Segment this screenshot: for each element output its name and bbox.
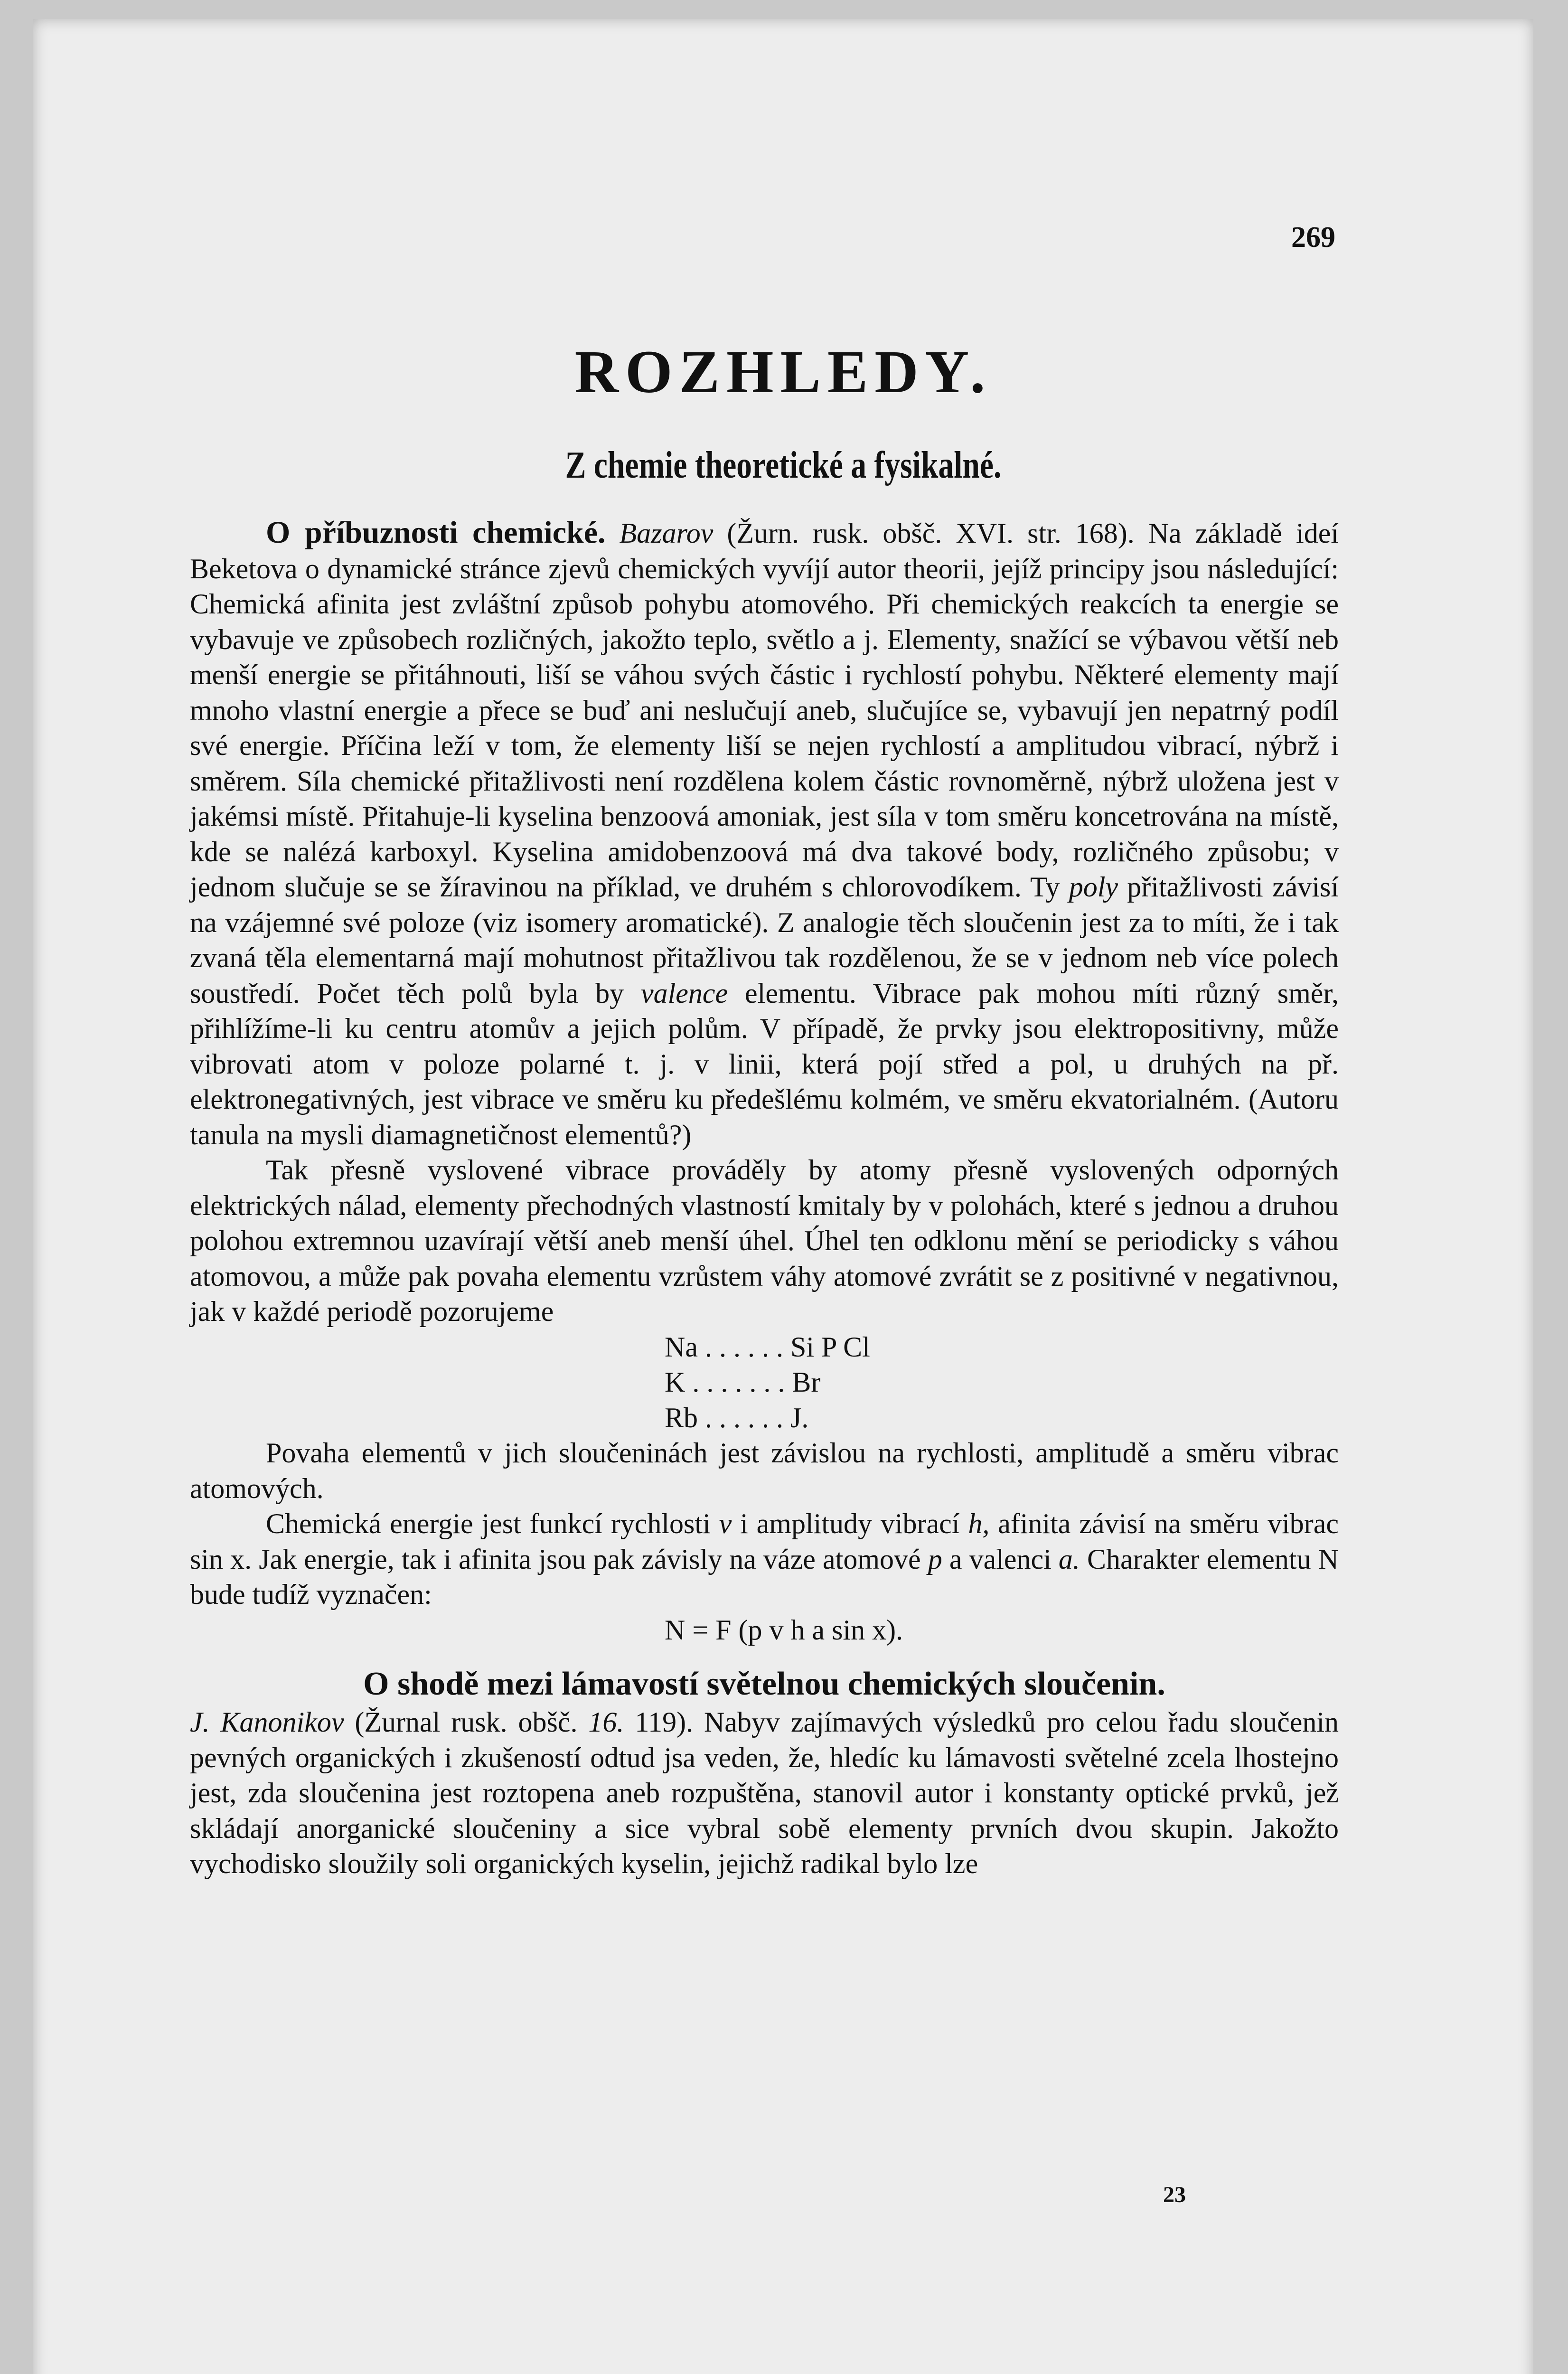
article1-heading: O příbuznosti chemické.	[266, 515, 606, 550]
section-subtitle: Z chemie theoretické a fysikalné.	[565, 444, 1002, 486]
article2-source-a: (Žurnal rusk. obšč.	[355, 1706, 578, 1738]
element-table-row: Na . . . . . . Si P Cl	[665, 1331, 870, 1363]
para4-text-d: a valenci	[949, 1543, 1052, 1575]
article2-paragraph	[190, 1664, 1339, 1882]
para4-text-b: i amplitudy vibrací	[740, 1508, 960, 1539]
var-a: a.	[1058, 1543, 1080, 1575]
article1-italic-valence: valence	[640, 977, 728, 1009]
article1-paragraph	[190, 515, 1339, 1152]
article1-text-b: přitažlivosti závisí na vzájemné své poloze (viz isomery aromatické). Z analogie těch sloučenin jest za to míti, že i tak zvaná těla elementarná mají mohutnost přitažlivou tak rozdělenou, že se v jednom neb více polech soustředí. Počet těch polů byla by	[190, 871, 1339, 1009]
document-page	[33, 19, 1533, 2374]
para4-text-e: Charakter elementu N bude tudíž vyznačen:	[190, 1543, 1339, 1610]
article2-author: J. Kanonikov	[190, 1706, 344, 1738]
article1-paragraph-4	[190, 1506, 1339, 1612]
article2-text: 119). Nabyv zajímavých výsledků pro celou řadu sloučenin pevných organických i zkušeností odtud jsa veden, že, hledíc ku lámavosti světelné zcela lhostejno jest, zda sloučenina jest roztopena aneb rozpuštěna, stanovil autor i konstanty optické prvků, jež skládají anorganické sloučeniny a sice vybral sobě elementy prvních dvou skupin. Jakožto vychodisko sloužily soli organických kyselin, jejichž radikal bylo lze	[190, 1706, 1339, 1879]
page-number: 269	[1291, 221, 1335, 254]
var-p: p	[928, 1543, 942, 1575]
para4-text-c: afinita závisí na směru vibrac sin x. Jak energie, tak i afinita jsou pak závisly na váze atomové	[190, 1508, 1339, 1575]
article2-volume: 16.	[588, 1706, 624, 1738]
article-body	[190, 515, 1339, 1882]
element-table-row: K . . . . . . . Br	[665, 1366, 821, 1398]
article1-text: Na základě ideí Beketova o dynamické stránce zjevů chemických vyvíjí autor theorii, jejíž principy jsou následující: Chemická afinita jest zvláštní způsob pohybu atomového. Při chemických reakcích ta energie se vybavuje ve způsobech rozličných, jakožto teplo, světlo a j. Elementy, snažící se výbavou větší neb menší energie se přitáhnouti, liší se váhou svých částic i rychlostí pohybu. Některé elementy mají mnoho vlastní energie a přece se buď ani neslučují aneb, slučujíce se, vybavují jen nepatrný podíl své energie. Příčina leží v tom, že elementy liší se nejen rychlostí a amplitudou vibrací, nýbrž i směrem. Síla chemické přitažlivosti není rozdělena kolem částic rovnoměrně, nýbrž uložena jest v jakémsi místě. Přitahuje-li kyselina benzoová amoniak, jest síla v tom směru koncetrována na místě, kde se nalézá karboxyl. Kyselina amidobenzoová má dva takové body, rozličného způsobu; v jednom slučuje se se žíravinou na příklad, ve druhém s chlorovodíkem. Ty	[190, 518, 1339, 903]
element-table-row: Rb . . . . . . J.	[665, 1402, 809, 1433]
main-title: ROZHLEDY.	[574, 338, 992, 405]
article1-text-c: elementu. Vibrace pak mohou míti různý směr, přihlížíme-li ku centru atomův a jejich polům. V případě, že prvky jsou elektropositivny, může vibrovati atom v poloze polarné t. j. v linii, která pojí střed a pol, u druhých na př. elektronegativných, jest vibrace ve směru ku předešlému kolmém, ve směru ekvatorialném. (Autoru tanula na mysli diamagnetičnost elementů?)	[190, 977, 1339, 1150]
article2-heading: O shodě mezi lámavostí světelnou chemických sloučenin.	[363, 1666, 1165, 1702]
article1-author: Bazarov	[619, 518, 714, 549]
signature-mark: 23	[1163, 2182, 1186, 2207]
formula: N = F (p v h a sin x).	[665, 1614, 903, 1646]
article1-source: (Žurn. rusk. obšč. XVI. str. 168).	[727, 518, 1135, 549]
var-v: v	[719, 1508, 732, 1539]
element-table	[665, 1329, 1339, 1436]
var-h: h,	[968, 1508, 990, 1539]
article1-paragraph-3: Povaha elementů v jich sloučeninách jest závislou na rychlosti, amplitudě a směru vibrac atomových.	[190, 1437, 1339, 1504]
article1-paragraph-2: Tak přesně vyslovené vibrace prováděly by atomy přesně vyslovených odporných elektrických nálad, elementy přechodných vlastností kmitaly by v polohách, které s jednou a druhou polohou extremnou uzavírají větší aneb menší úhel. Úhel ten odklonu mění se periodicky s váhou atomovou, a může pak povaha elementu vzrůstem váhy atomové zvrátit se z positivné v negativnou, jak v každé periodě pozorujeme	[190, 1154, 1339, 1327]
para4-text-a: Chemická energie jest funkcí rychlosti	[266, 1508, 711, 1539]
article1-italic-poly: poly	[1069, 871, 1118, 903]
